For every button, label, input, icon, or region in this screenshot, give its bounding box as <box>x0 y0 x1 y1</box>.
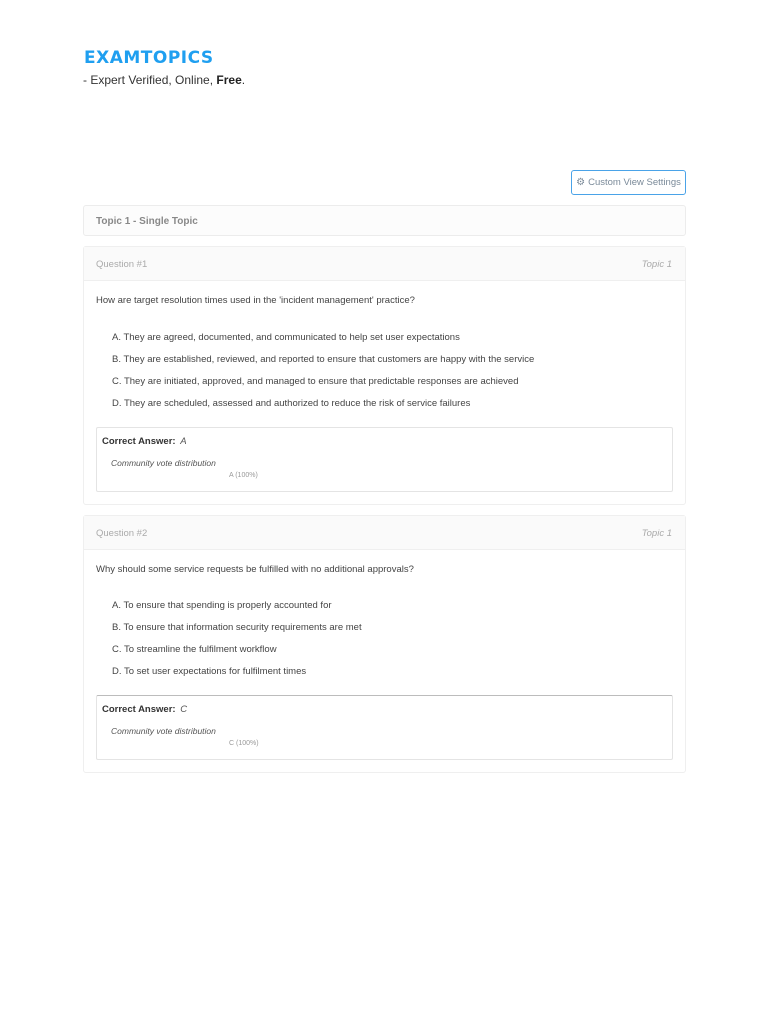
choice-a[interactable]: A. To ensure that spending is properly accounted for <box>112 600 332 611</box>
correct-answer-label: Correct Answer: <box>102 704 176 715</box>
choice-b[interactable]: B. They are established, reviewed, and reported to ensure that customers are happy with the service <box>112 354 535 365</box>
question-text: Why should some service requests be fulfilled with no additional approvals? <box>96 564 414 575</box>
community-vote-label: Community vote distribution <box>111 726 216 736</box>
community-vote-label: Community vote distribution <box>111 458 216 468</box>
correct-answer-value: A <box>180 436 187 447</box>
tagline-bold: Free <box>216 73 242 87</box>
question-card-2 <box>83 515 686 773</box>
tagline <box>83 73 245 87</box>
correct-answer <box>102 704 187 715</box>
correct-answer-value: C <box>180 704 188 715</box>
examtopics-logo[interactable] <box>84 47 214 69</box>
correct-answer-box <box>96 695 673 760</box>
choice-b[interactable]: B. To ensure that information security requirements are met <box>112 622 362 633</box>
question-text: How are target resolution times used in the 'incident management' practice? <box>96 295 415 306</box>
choice-c[interactable]: C. They are initiated, approved, and managed to ensure that predictable responses are achieved <box>112 376 519 387</box>
vote-distribution-bar: C (100%) <box>229 740 259 747</box>
question-number: Question #1 <box>96 259 148 270</box>
correct-answer-box <box>96 427 673 492</box>
correct-answer-label: Correct Answer: <box>102 436 176 447</box>
gear-icon: ⚙ <box>576 177 586 188</box>
logo-text: EXAMTOPICS <box>84 48 214 68</box>
topic-header: Topic 1 - Single Topic <box>83 205 686 236</box>
choice-a[interactable]: A. They are agreed, documented, and communicated to help set user expectations <box>112 332 460 343</box>
vote-distribution-bar: A (100%) <box>229 472 258 479</box>
custom-view-settings-label: Custom View Settings <box>588 177 681 188</box>
question-card-1 <box>83 246 686 505</box>
tagline-prefix: - Expert Verified, Online, <box>83 73 217 87</box>
question-card-header <box>84 247 685 281</box>
question-card-header <box>84 516 685 550</box>
question-number: Question #2 <box>96 528 148 539</box>
question-topic: Topic 1 <box>641 259 672 270</box>
question-topic: Topic 1 <box>641 528 672 539</box>
tagline-suffix: . <box>241 73 246 87</box>
choice-d[interactable]: D. To set user expectations for fulfilment times <box>112 666 307 677</box>
correct-answer <box>102 436 187 447</box>
choice-d[interactable]: D. They are scheduled, assessed and authorized to reduce the risk of service failures <box>112 398 471 409</box>
choice-c[interactable]: C. To streamline the fulfilment workflow <box>112 644 277 655</box>
custom-view-settings-button[interactable] <box>571 170 686 195</box>
